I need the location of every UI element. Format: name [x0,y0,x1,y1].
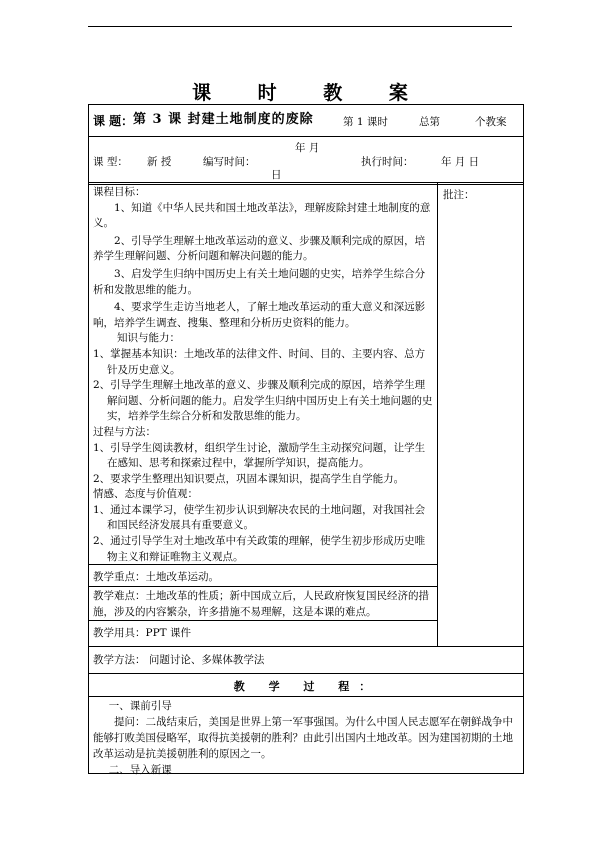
methods-text: 教学方法： 问题讨论、多媒体教学法 [93,654,265,666]
difficulty [93,588,437,620]
process-intro: 提问：二战结束后，美国是世界上第一军事强国。为什么中国人民志愿军在朝鲜战争中能够打败美国侵略军，取得抗美援朝的胜利？由此引出国内土地改革。因为建国初期的土地改革运动是抗美援朝胜利的原因之一。 [93,716,513,760]
row-divider [89,696,523,697]
type-label: 课 型： [93,156,128,168]
process-section-1: 一、课前引导 [108,700,172,712]
key-point [93,569,437,585]
tools [93,625,437,641]
process-item: 1、引导学生阅读教材，组织学生讨论，激励学生主动探究问题，让学生在感知、思考和探索过程中，掌握所学知识，提高能力。 [93,441,426,470]
exec-time-label: 执行时间： [361,156,414,168]
emotion-item: 2、通过引导学生对土地改革中有关政策的理解，使学生初步形成历史唯物主义和辩证唯物主义观点。 [93,535,426,563]
key-point-text: 教学重点：土地改革运动。 [93,571,219,583]
top-rule [88,26,512,27]
row-divider [89,673,523,674]
objective-item: 4、要求学生走访当地老人，了解土地改革运动的重大意义和深远影响，培养学生调查、搜集、整理和分析历史资料的能力。 [93,301,426,329]
methods [93,652,437,668]
notes-label: 批注： [443,189,475,201]
row-divider [89,564,437,565]
row-divider [89,620,437,621]
process-body [93,698,519,778]
page-title: 课 时 教 案 [192,82,428,104]
difficulty-text: 教学难点：土地改革的性质；新中国成立后，人民政府恢复国民经济的措施，涉及的内容繁杂，许多措施不易理解，这是本课的难点。 [93,590,429,618]
emotion-heading: 情感、态度与价值观： [93,488,198,501]
tools-text: 教学用具：PPT 课件 [93,627,191,639]
process-item: 2、要求学生整理出知识要点，巩固本课知识，提高学生自学能力。 [93,472,405,485]
write-year-month: 年 月 [295,142,320,154]
type-value: 新 授 [147,156,172,168]
objectives-heading: 课程目标： [93,186,146,198]
lesson-name: 第 3 课 封建土地制度的废除 [133,112,314,127]
notes-column-divider [437,183,438,647]
period: 第 1 课时 [343,116,388,128]
knowledge-item: 2、引导学生理解土地改革的意义、步骤及顺利完成的原因，培养学生理解问题、分析问题的能力。启发学生归纳中国历史上有关土地问题的史实，培养学生综合分析和发散思维的能力。 [93,379,433,423]
objective-item: 2、引导学生理解土地改革运动的意义、步骤及顺利完成的原因，培养学生理解问题、分析问题和解决问题的能力。 [93,234,426,263]
knowledge-heading: 知识与能力： [117,332,180,345]
objectives-section [93,185,435,565]
write-day: 日 [271,169,282,181]
process-section-2: 二、导入新课 [108,764,172,776]
knowledge-item: 1、掌握基本知识：土地改革的法律文件、时间、目的、主要内容、总方针及历史意义。 [93,347,426,376]
lesson-plan-table [88,104,524,774]
objective-item: 1、知道《中华人民共和国土地改革法》，理解废除封建土地制度的意义。 [93,201,431,230]
write-time-label: 编写时间： [203,156,256,168]
process-title: 教 学 过 程： [233,680,381,693]
emotion-item: 1、通过本课学习，使学生初步认识到解决农民的土地问题，对我国社会和国民经济发展具有重要意义。 [93,503,426,532]
process-heading: 过程与方法： [93,425,156,438]
topic-label: 课 题： [93,114,134,128]
row-divider [89,646,523,647]
row-divider [89,136,523,137]
exec-date: 年 月 日 [441,156,480,168]
row-divider [89,586,437,587]
total-prefix: 总第 [419,116,440,128]
objective-item: 3、启发学生归纳中国历史上有关土地问题的史实，培养学生综合分析和发散思维的能力。 [93,267,426,296]
total-suffix: 个教案 [475,116,507,128]
